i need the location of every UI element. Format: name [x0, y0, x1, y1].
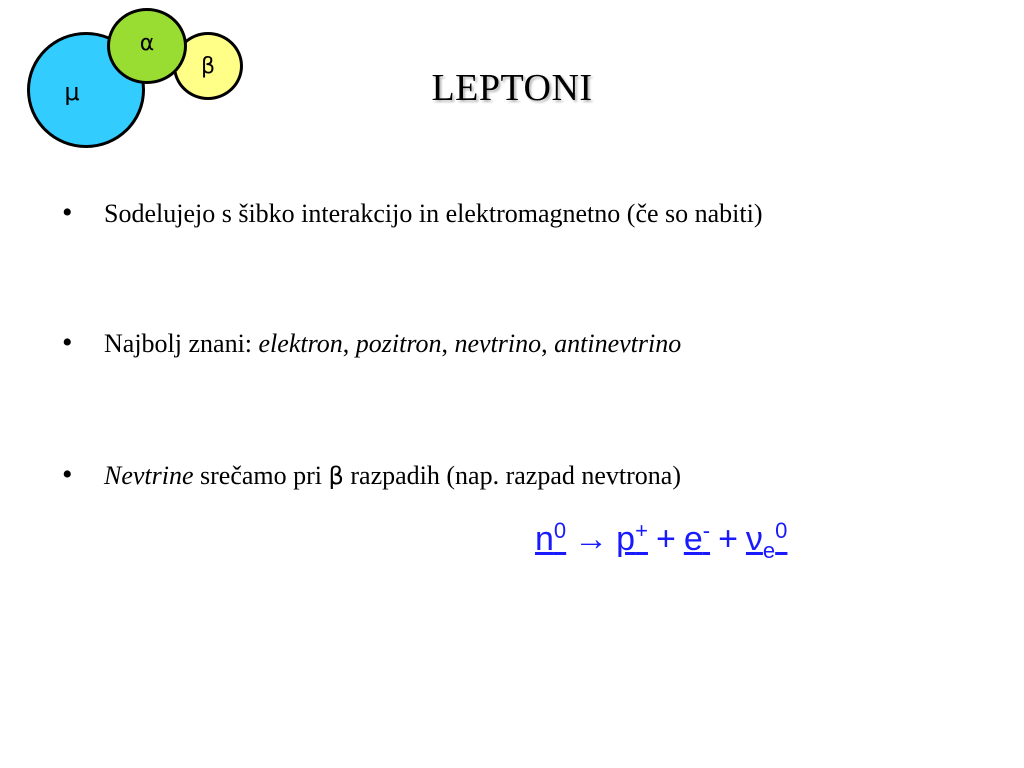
separator: ,	[441, 329, 455, 358]
neutrino-symbol: ν	[745, 520, 763, 558]
beta-symbol: β	[328, 462, 344, 490]
electron-link[interactable]	[684, 520, 710, 558]
neutron-link[interactable]	[535, 520, 566, 558]
slide-title: LEPTONI	[431, 67, 593, 109]
proton-link[interactable]	[616, 520, 648, 558]
term-pozitron: pozitron	[355, 329, 442, 358]
bullet-text-end: razpadih (nap. razpad nevtrona)	[343, 461, 681, 490]
neutrino-charge: 0	[775, 518, 788, 543]
bullet-text-mid: srečamo pri	[193, 461, 329, 490]
electron-charge: -	[702, 518, 711, 543]
term-nevtrino: nevtrino	[454, 329, 542, 358]
bullet-icon: •	[62, 326, 73, 359]
bullet-item-neutrinos	[60, 458, 681, 492]
electron-symbol: e	[683, 520, 703, 558]
bullet-text	[104, 461, 681, 491]
logo	[0, 0, 260, 160]
bullet-text: Sodelujejo s šibko interakcijo in elektromagnetno (če so nabiti)	[104, 199, 763, 228]
plus-sign: +	[718, 520, 738, 558]
term-elektron: elektron	[258, 329, 343, 358]
mu-label: μ	[64, 78, 80, 106]
beta-label: β	[200, 53, 216, 79]
neutron-symbol: n	[535, 520, 554, 558]
plus-sign: +	[655, 520, 676, 558]
separator: ,	[342, 329, 356, 358]
bullet-icon: •	[62, 196, 73, 229]
bullet-prefix: Najbolj znani:	[104, 329, 259, 358]
proton-charge: +	[635, 518, 648, 543]
alpha-circle-icon	[107, 8, 187, 84]
neutron-decay-equation	[535, 518, 787, 564]
term-antinevtrino: antinevtrino	[554, 329, 682, 358]
proton-symbol: p	[616, 520, 636, 558]
separator: ,	[541, 329, 555, 358]
alpha-label: α	[139, 30, 155, 56]
neutron-charge: 0	[553, 518, 567, 543]
bullet-item-known-leptons	[60, 326, 681, 360]
bullet-icon: •	[62, 458, 73, 491]
term-nevtrine: Nevtrine	[104, 461, 194, 490]
arrow-icon: →	[574, 520, 609, 558]
neutrino-link[interactable]	[745, 518, 788, 563]
bullet-text	[104, 329, 681, 359]
neutrino-flavor: e	[762, 538, 776, 563]
bullet-item-interactions	[60, 196, 763, 230]
